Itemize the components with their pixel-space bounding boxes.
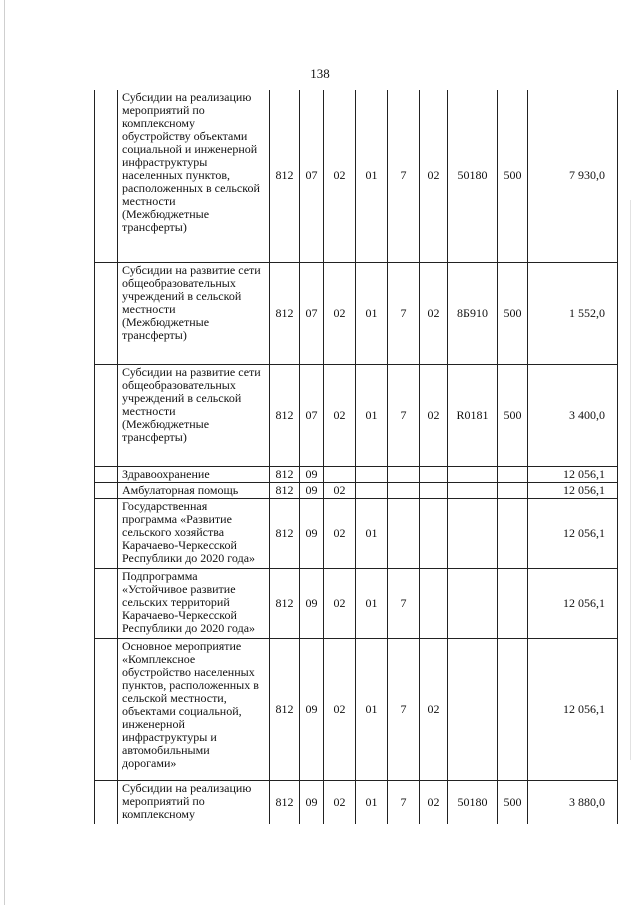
cell-subprogram <box>388 466 420 482</box>
cell-name: Амбулаторная помощь <box>118 482 270 498</box>
cell-name: Субсидии на реализацию мероприятий по комплексному обустройству объектами социальной и инженерной инфраструктуры населенных пунктов, расположенных в сельской местности (Межбюджетные трансферты) <box>118 90 270 262</box>
cell-event <box>420 498 448 568</box>
cell-direction <box>448 466 498 482</box>
cell-section: 09 <box>300 482 324 498</box>
cell-amount: 12 056,1 <box>528 482 618 498</box>
table-row <box>95 466 618 482</box>
cell-subprogram <box>388 482 420 498</box>
cell-direction <box>448 638 498 780</box>
cell-name: Государственная программа «Развитие сельского хозяйства Карачаево-Черкесской Республики до 2020 года» <box>118 498 270 568</box>
cell-expense-type: 500 <box>498 262 528 364</box>
cell-subsection <box>324 466 356 482</box>
page-number: 138 <box>310 66 330 81</box>
scan-edge-line <box>630 200 631 760</box>
cell-subsection: 02 <box>324 262 356 364</box>
cell-amount: 3 880,0 <box>528 780 618 824</box>
cell-section: 07 <box>300 262 324 364</box>
cell-event <box>420 568 448 638</box>
cell-event: 02 <box>420 364 448 466</box>
cell-expense-type <box>498 466 528 482</box>
cell-section: 07 <box>300 90 324 262</box>
cell-subprogram: 7 <box>388 90 420 262</box>
cell-section: 09 <box>300 638 324 780</box>
cell-section: 09 <box>300 498 324 568</box>
cell-direction: 50180 <box>448 780 498 824</box>
cell-name: Основное мероприятие «Комплексное обустройство населенных пунктов, расположенных в сельской местности, объектами социальной, инженерной инфраструктуры и автомобильными дорогами» <box>118 638 270 780</box>
cell-ministry: 812 <box>270 498 300 568</box>
cell-ministry: 812 <box>270 638 300 780</box>
cell-subsection: 02 <box>324 638 356 780</box>
cell-event <box>420 482 448 498</box>
table-row <box>95 638 618 780</box>
cell-expense-type: 500 <box>498 780 528 824</box>
cell-program: 01 <box>356 498 388 568</box>
cell-subsection: 02 <box>324 482 356 498</box>
cell-subprogram: 7 <box>388 638 420 780</box>
cell-program: 01 <box>356 90 388 262</box>
table-row <box>95 90 618 262</box>
cell-event: 02 <box>420 262 448 364</box>
cell-amount: 12 056,1 <box>528 568 618 638</box>
cell-subsection: 02 <box>324 364 356 466</box>
cell-section: 09 <box>300 466 324 482</box>
cell-amount: 1 552,0 <box>528 262 618 364</box>
cell-row-number <box>95 498 118 568</box>
cell-section: 09 <box>300 780 324 824</box>
cell-ministry: 812 <box>270 364 300 466</box>
cell-ministry: 812 <box>270 466 300 482</box>
cell-event: 02 <box>420 780 448 824</box>
cell-expense-type <box>498 568 528 638</box>
cell-direction <box>448 498 498 568</box>
cell-expense-type <box>498 498 528 568</box>
table-row <box>95 780 618 824</box>
cell-program: 01 <box>356 364 388 466</box>
cell-direction: 8Б910 <box>448 262 498 364</box>
table-row <box>95 482 618 498</box>
cell-program <box>356 466 388 482</box>
cell-subprogram: 7 <box>388 262 420 364</box>
table-row <box>95 568 618 638</box>
cell-name: Субсидии на развитие сети общеобразовательных учреждений в сельской местности (Межбюджетные трансферты) <box>118 262 270 364</box>
cell-section: 09 <box>300 568 324 638</box>
cell-amount: 12 056,1 <box>528 466 618 482</box>
cell-row-number <box>95 262 118 364</box>
cell-name: Субсидии на реализацию мероприятий по комплексному <box>118 780 270 824</box>
cell-direction: 50180 <box>448 90 498 262</box>
cell-expense-type <box>498 638 528 780</box>
cell-direction <box>448 482 498 498</box>
cell-row-number <box>95 364 118 466</box>
cell-amount: 12 056,1 <box>528 638 618 780</box>
cell-row-number <box>95 482 118 498</box>
cell-program: 01 <box>356 568 388 638</box>
table-row <box>95 262 618 364</box>
cell-program: 01 <box>356 262 388 364</box>
cell-amount: 3 400,0 <box>528 364 618 466</box>
table-row <box>95 364 618 466</box>
cell-subsection: 02 <box>324 568 356 638</box>
cell-program <box>356 482 388 498</box>
cell-subprogram <box>388 498 420 568</box>
cell-ministry: 812 <box>270 262 300 364</box>
cell-direction: R0181 <box>448 364 498 466</box>
cell-section: 07 <box>300 364 324 466</box>
cell-subsection: 02 <box>324 780 356 824</box>
cell-event: 02 <box>420 638 448 780</box>
cell-program: 01 <box>356 780 388 824</box>
cell-row-number <box>95 90 118 262</box>
cell-expense-type: 500 <box>498 364 528 466</box>
cell-event <box>420 466 448 482</box>
cell-subsection: 02 <box>324 498 356 568</box>
cell-expense-type: 500 <box>498 90 528 262</box>
cell-event: 02 <box>420 90 448 262</box>
cell-row-number <box>95 568 118 638</box>
cell-amount: 7 930,0 <box>528 90 618 262</box>
cell-ministry: 812 <box>270 90 300 262</box>
cell-subprogram: 7 <box>388 364 420 466</box>
cell-ministry: 812 <box>270 780 300 824</box>
cell-amount: 12 056,1 <box>528 498 618 568</box>
cell-ministry: 812 <box>270 482 300 498</box>
cell-ministry: 812 <box>270 568 300 638</box>
cell-subprogram: 7 <box>388 780 420 824</box>
cell-row-number <box>95 638 118 780</box>
cell-program: 01 <box>356 638 388 780</box>
cell-name: Здравоохранение <box>118 466 270 482</box>
cell-row-number <box>95 780 118 824</box>
cell-row-number <box>95 466 118 482</box>
scan-edge-line <box>4 0 5 905</box>
cell-name: Подпрограмма «Устойчивое развитие сельских территорий Карачаево-Черкесской Республики до 2020 года» <box>118 568 270 638</box>
cell-subsection: 02 <box>324 90 356 262</box>
table-row <box>95 498 618 568</box>
cell-expense-type <box>498 482 528 498</box>
budget-table <box>94 90 618 824</box>
cell-direction <box>448 568 498 638</box>
cell-name: Субсидии на развитие сети общеобразовательных учреждений в сельской местности (Межбюджетные трансферты) <box>118 364 270 466</box>
cell-subprogram: 7 <box>388 568 420 638</box>
